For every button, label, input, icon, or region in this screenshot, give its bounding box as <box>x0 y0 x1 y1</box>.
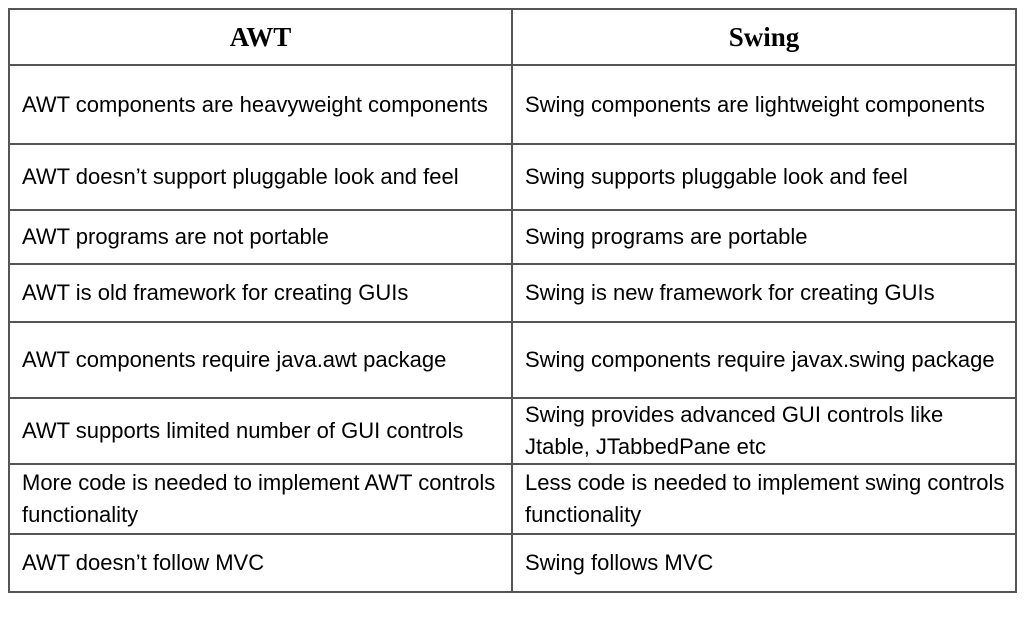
table-row <box>9 322 1016 398</box>
awt-cell: AWT supports limited number of GUI controls <box>9 398 512 464</box>
table-row <box>9 464 1016 534</box>
header-swing: Swing <box>512 9 1016 65</box>
table-row <box>9 144 1016 210</box>
awt-cell: AWT components require java.awt package <box>9 322 512 398</box>
awt-cell: More code is needed to implement AWT controls functionality <box>9 464 512 534</box>
swing-cell: Less code is needed to implement swing controls functionality <box>512 464 1016 534</box>
swing-cell: Swing is new framework for creating GUIs <box>512 264 1016 322</box>
swing-cell: Swing programs are portable <box>512 210 1016 264</box>
table-row <box>9 398 1016 464</box>
header-awt: AWT <box>9 9 512 65</box>
comparison-table <box>8 8 1017 593</box>
table-row <box>9 534 1016 592</box>
awt-cell: AWT doesn’t support pluggable look and feel <box>9 144 512 210</box>
table-row <box>9 65 1016 144</box>
awt-cell: AWT programs are not portable <box>9 210 512 264</box>
table-row <box>9 210 1016 264</box>
swing-cell: Swing supports pluggable look and feel <box>512 144 1016 210</box>
swing-cell: Swing components are lightweight components <box>512 65 1016 144</box>
awt-cell: AWT doesn’t follow MVC <box>9 534 512 592</box>
swing-cell: Swing provides advanced GUI controls like Jtable, JTabbedPane etc <box>512 398 1016 464</box>
swing-cell: Swing components require javax.swing package <box>512 322 1016 398</box>
header-row <box>9 9 1016 65</box>
swing-cell: Swing follows MVC <box>512 534 1016 592</box>
awt-cell: AWT components are heavyweight components <box>9 65 512 144</box>
table-row <box>9 264 1016 322</box>
awt-cell: AWT is old framework for creating GUIs <box>9 264 512 322</box>
